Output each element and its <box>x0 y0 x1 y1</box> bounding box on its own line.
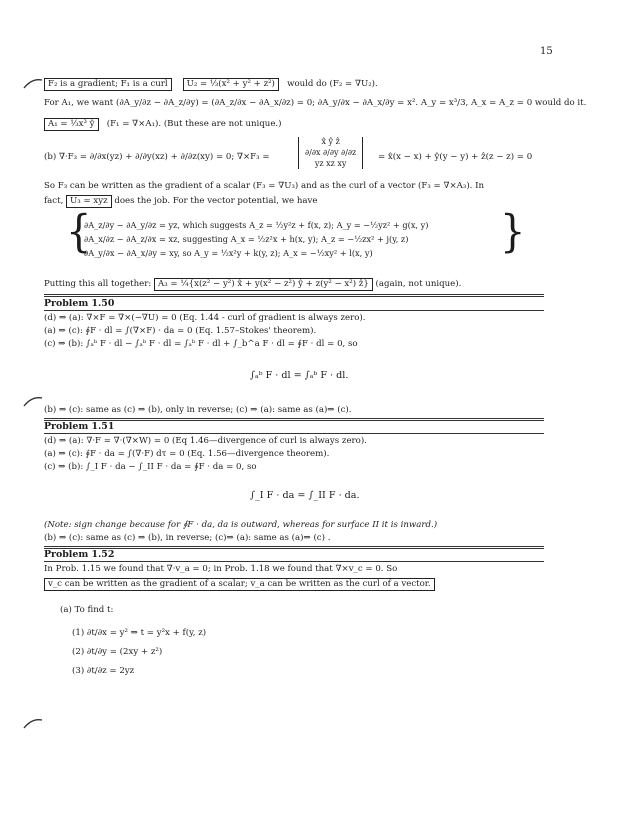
determinant <box>298 137 363 169</box>
p150-a-to-c: (a) ⇒ (c): ∮F · dl = ∫(∇×F) · da = 0 (Eq. 1.57–Stokes' theorem). <box>44 326 317 336</box>
line-a1-conditions: For A₁, we want (∂A_y/∂z − ∂A_z/∂y) = (∂A_z/∂x − ∂A_x/∂z) = 0; ∂A_y/∂x − ∂A_x/∂y = x². A_y = x³/3, A_x = A_z = 0 would do it. <box>44 98 587 108</box>
line7-pre: Putting this all together: <box>44 279 152 289</box>
line-gradient-curl <box>44 78 378 91</box>
p151-b-to-c: (b) ⇒ (c): same as (c) ⇒ (b), in reverse; (c)⇒ (a): same as (a)⇒ (c) . <box>44 533 331 543</box>
p151-c-to-b: (c) ⇒ (b): ∫_I F · da − ∫_II F · da = ∮F · da = 0, so <box>44 462 257 472</box>
line-curl-f3-result: = x̂(x − x) + ŷ(y − y) + ẑ(z − z) = 0 <box>378 152 533 162</box>
det-row-2: ∂/∂x ∂/∂y ∂/∂z <box>305 147 357 157</box>
p152-boxed-statement <box>44 578 435 591</box>
det-row-3: yz xz xy <box>314 158 347 168</box>
system-row-1: ∂A_z/∂y − ∂A_y/∂z = yz, which suggests A_z = ½y²z + f(x, z); A_y = −½yz² + g(x, y) <box>84 220 429 230</box>
left-brace: { <box>66 206 92 258</box>
p152-eq-2: (2) ∂t/∂y = (2xy + z²) <box>72 647 163 657</box>
p150-d-to-a: (d) ⇒ (a): ∇×F = ∇×(−∇U) = 0 (Eq. 1.44 - curl of gradient is always zero). <box>44 313 366 323</box>
line-f3-gradient-curl: So F₃ can be written as the gradient of a scalar (F₃ = ∇U₃) and as the curl of a vector (F₃ = ∇×A₃). In <box>44 181 485 191</box>
p152-eq-3: (3) ∂t/∂z = 2yz <box>72 666 135 676</box>
rule-p152-bottom <box>44 561 544 562</box>
rule-p150-top <box>44 294 544 295</box>
rule-p151-top <box>44 418 544 419</box>
page-number: 15 <box>540 46 553 57</box>
boxed-vc-va: v_c can be written as the gradient of a scalar; v_a can be written as the curl of a vector. <box>44 578 435 591</box>
boxed-a1: A₁ = ⅓x³ ŷ <box>44 118 99 131</box>
right-brace: } <box>500 206 526 258</box>
line7-tail: (again, not unique). <box>375 279 462 289</box>
problem-1-52-title: Problem 1.52 <box>44 549 115 560</box>
boxed-a3: A₃ = ¼{x(z² − y²) x̂ + y(x² − z²) ŷ + z(y² − x²) ẑ} <box>154 278 373 291</box>
rule-p151-top-2 <box>44 420 544 421</box>
scan-mark-top <box>22 76 44 90</box>
line1-tail: would do (F₂ = ∇U₂). <box>287 79 378 89</box>
scan-mark-bottom <box>22 716 44 730</box>
p151-a-to-c: (a) ⇒ (c): ∮F · da = ∫(∇·F) dτ = 0 (Eq. 1.56—divergence theorem). <box>44 449 330 459</box>
system-row-2: ∂A_x/∂z − ∂A_z/∂x = xz, suggesting A_x = ½z²x + h(x, y); A_z = −½zx² + j(y, z) <box>84 234 409 244</box>
p151-display-eq: ∫_I F · da = ∫_II F · da. <box>250 490 360 501</box>
problem-1-51-title: Problem 1.51 <box>44 421 115 432</box>
p152-part-a: (a) To find t: <box>60 605 114 615</box>
line-divergence-f3: (b) ∇·F₃ = ∂/∂x(yz) + ∂/∂y(xz) + ∂/∂z(xy) = 0; ∇×F₃ = <box>44 152 270 162</box>
rule-p152-top <box>44 546 544 547</box>
rule-p152-top-2 <box>44 548 544 549</box>
boxed-f2-f1: F₂ is a gradient; F₁ is a curl <box>44 78 172 91</box>
det-row-1: x̂ ŷ ẑ <box>321 137 340 146</box>
boxed-u3: U₃ = xyz <box>66 195 112 208</box>
line6-tail: does the job. For the vector potential, we have <box>114 196 318 206</box>
p151-d-to-a: (d) ⇒ (a): ∇·F = ∇·(∇×W) = 0 (Eq 1.46—divergence of curl is always zero). <box>44 436 367 446</box>
p152-eq-1: (1) ∂t/∂x = y² ⇒ t = y²x + f(y, z) <box>72 628 207 638</box>
p150-c-to-b: (c) ⇒ (b): ∫ₐᵇ F · dl − ∫ₐᵇ F · dl = ∫ₐᵇ F · dl + ∫_b^a F · dl = ∮F · dl = 0, so <box>44 339 358 349</box>
problem-1-50-title: Problem 1.50 <box>44 298 115 309</box>
system-row-3: ∂A_y/∂x − ∂A_x/∂y = xy, so A_y = ½x²y + k(y, z); A_x = −½xy² + l(x, y) <box>84 248 373 258</box>
line6-pre: fact, <box>44 196 64 206</box>
boxed-u2: U₂ = ⅓(x² + y² + z²) <box>183 78 279 91</box>
p152-intro: In Prob. 1.15 we found that ∇·v_a = 0; in Prob. 1.18 we found that ∇×v_c = 0. So <box>44 564 398 574</box>
scan-mark-middle <box>22 394 44 408</box>
rule-p150-top-2 <box>44 296 544 297</box>
p150-b-to-c: (b) ⇒ (c): same as (c) ⇒ (b), only in reverse; (c) ⇒ (a): same as (a)⇒ (c). <box>44 405 352 415</box>
line-a1-result <box>44 118 281 131</box>
p150-display-eq: ∫ₐᵇ F · dl = ∫ₐᵇ F · dl. <box>250 370 349 381</box>
rule-p151-bottom <box>44 433 544 434</box>
p151-note: (Note: sign change because for ∮F · da, da is outward, whereas for surface II it is inward.) <box>44 520 438 530</box>
rule-p150-bottom <box>44 310 544 311</box>
line-a3 <box>44 278 461 291</box>
line3-tail: (F₁ = ∇×A₁). (But these are not unique.) <box>106 119 282 129</box>
